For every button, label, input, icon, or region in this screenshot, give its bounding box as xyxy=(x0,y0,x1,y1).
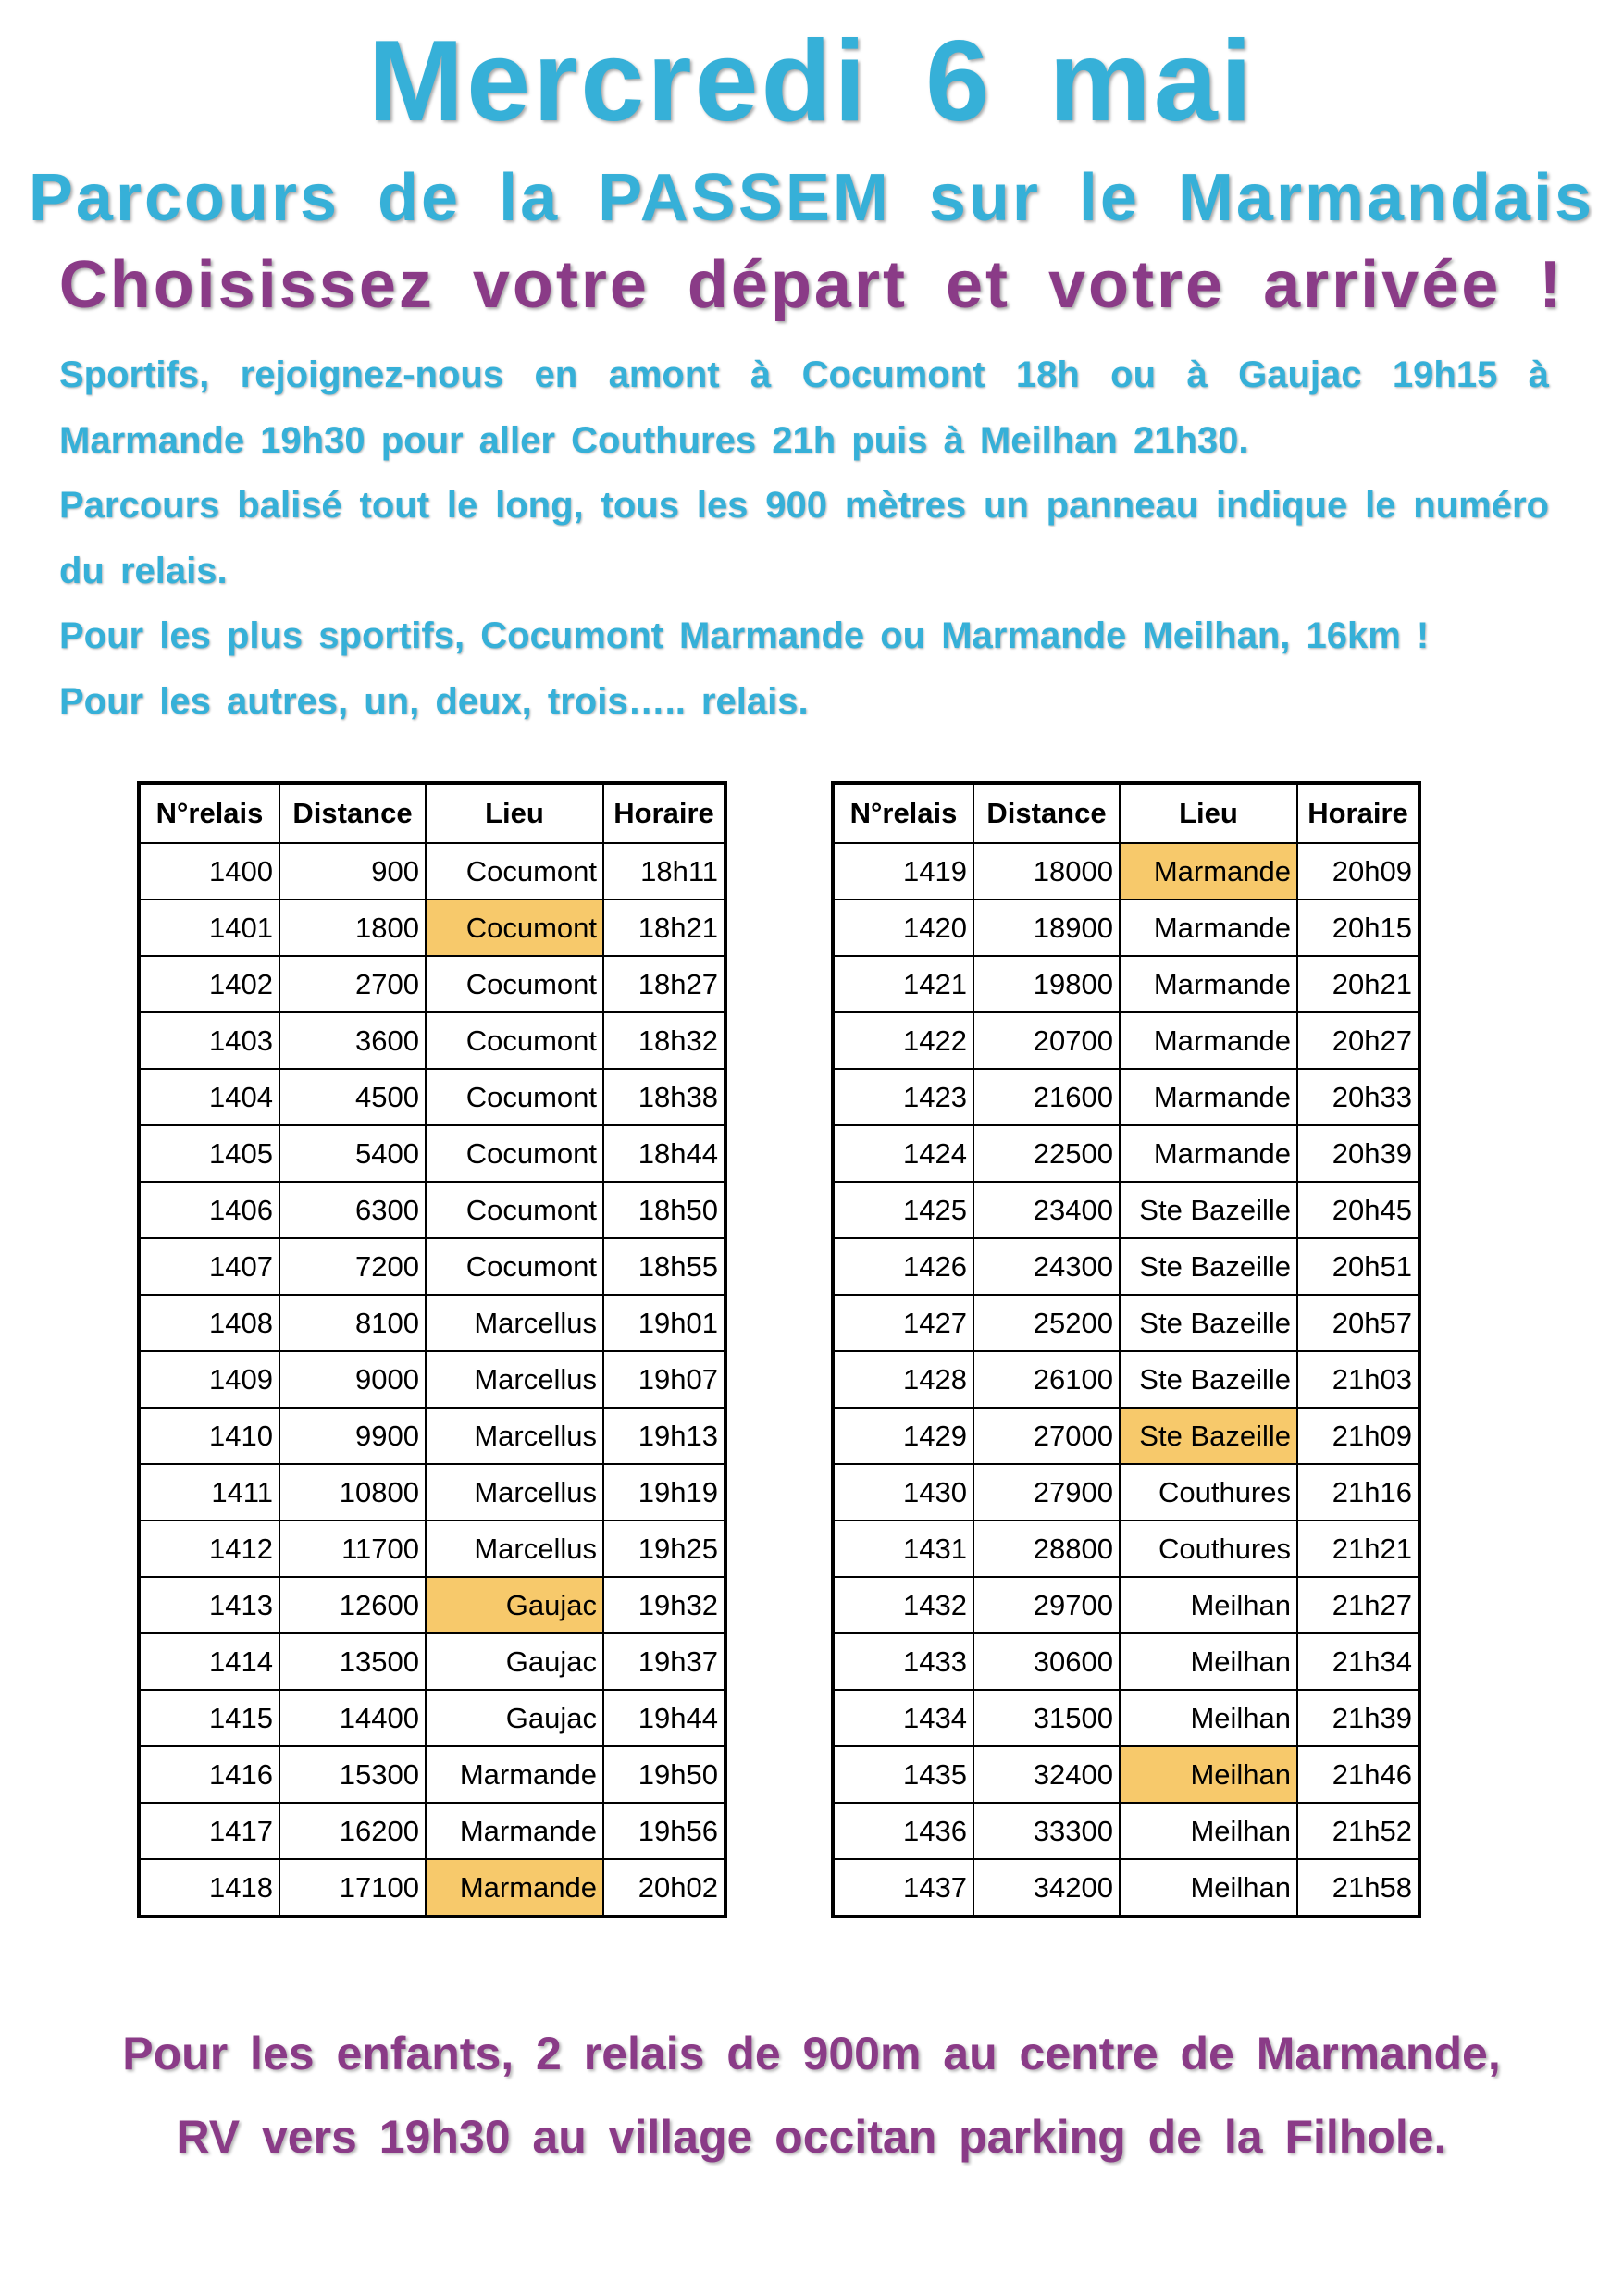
distance-cell: 26100 xyxy=(973,1351,1120,1408)
lieu-cell: Meilhan xyxy=(1120,1633,1297,1690)
table-body xyxy=(833,843,1419,1917)
table-row xyxy=(139,900,725,956)
distance-cell: 2700 xyxy=(279,956,426,1012)
horaire-cell: 21h03 xyxy=(1297,1351,1419,1408)
table-row xyxy=(833,1238,1419,1295)
horaire-cell: 20h45 xyxy=(1297,1182,1419,1238)
relais-number-cell: 1421 xyxy=(833,956,973,1012)
horaire-cell: 21h27 xyxy=(1297,1577,1419,1633)
horaire-cell: 20h15 xyxy=(1297,900,1419,956)
relais-number-cell: 1402 xyxy=(139,956,279,1012)
table-row xyxy=(139,1690,725,1746)
relais-number-cell: 1413 xyxy=(139,1577,279,1633)
distance-cell: 3600 xyxy=(279,1012,426,1069)
footer-line-meeting: RV vers 19h30 au village occitan parking de la Filhole. xyxy=(176,2111,1447,2163)
relais-number-cell: 1430 xyxy=(833,1464,973,1520)
lieu-cell: Ste Bazeille xyxy=(1120,1295,1297,1351)
table-row xyxy=(139,1069,725,1125)
horaire-cell: 19h07 xyxy=(603,1351,725,1408)
lieu-cell: Meilhan xyxy=(1120,1746,1297,1803)
table-row xyxy=(833,956,1419,1012)
distance-cell: 25200 xyxy=(973,1295,1120,1351)
lieu-cell: Marcellus xyxy=(426,1351,603,1408)
relais-number-cell: 1415 xyxy=(139,1690,279,1746)
distance-cell: 12600 xyxy=(279,1577,426,1633)
relais-number-cell: 1401 xyxy=(139,900,279,956)
column-header-horaire: Horaire xyxy=(603,783,725,843)
horaire-cell: 20h09 xyxy=(1297,843,1419,900)
lieu-cell: Marcellus xyxy=(426,1464,603,1520)
relais-number-cell: 1420 xyxy=(833,900,973,956)
relais-number-cell: 1422 xyxy=(833,1012,973,1069)
table-row xyxy=(833,1069,1419,1125)
intro-paragraph: Parcours balisé tout le long, tous les 900 mètres un panneau indique le numéro du relais. xyxy=(59,485,1549,591)
relais-number-cell: 1427 xyxy=(833,1295,973,1351)
distance-cell: 9000 xyxy=(279,1351,426,1408)
table-row xyxy=(833,1012,1419,1069)
intro-paragraph: Pour les autres, un, deux, trois….. relais. xyxy=(59,680,809,722)
table-row xyxy=(139,843,725,900)
lieu-cell: Marmande xyxy=(1120,1069,1297,1125)
intro-text xyxy=(59,342,1549,734)
lieu-cell: Meilhan xyxy=(1120,1577,1297,1633)
table-row xyxy=(833,1746,1419,1803)
relais-number-cell: 1429 xyxy=(833,1408,973,1464)
relais-number-cell: 1417 xyxy=(139,1803,279,1859)
distance-cell: 6300 xyxy=(279,1182,426,1238)
distance-cell: 27900 xyxy=(973,1464,1120,1520)
lieu-cell: Marmande xyxy=(1120,900,1297,956)
lieu-cell: Cocumont xyxy=(426,1069,603,1125)
distance-cell: 10800 xyxy=(279,1464,426,1520)
relais-number-cell: 1412 xyxy=(139,1520,279,1577)
column-header-relais: N°relais xyxy=(833,783,973,843)
lieu-cell: Marcellus xyxy=(426,1295,603,1351)
column-header-distance: Distance xyxy=(279,783,426,843)
distance-cell: 7200 xyxy=(279,1238,426,1295)
table-row xyxy=(139,1182,725,1238)
horaire-cell: 19h37 xyxy=(603,1633,725,1690)
lieu-cell: Marmande xyxy=(426,1746,603,1803)
lieu-cell: Marmande xyxy=(1120,1125,1297,1182)
relais-number-cell: 1436 xyxy=(833,1803,973,1859)
horaire-cell: 18h44 xyxy=(603,1125,725,1182)
intro-paragraph: Sportifs, rejoignez-nous en amont à Cocumont 18h ou à Gaujac 19h15 à Marmande 19h30 pour aller Couthures 21h puis à Meilhan 21h30. xyxy=(59,354,1549,461)
table-row xyxy=(139,1012,725,1069)
table-row xyxy=(139,956,725,1012)
lieu-cell: Cocumont xyxy=(426,1182,603,1238)
table-row xyxy=(833,1408,1419,1464)
relais-number-cell: 1432 xyxy=(833,1577,973,1633)
horaire-cell: 19h19 xyxy=(603,1464,725,1520)
table-header-row xyxy=(833,783,1419,843)
distance-cell: 21600 xyxy=(973,1069,1120,1125)
lieu-cell: Cocumont xyxy=(426,1125,603,1182)
distance-cell: 33300 xyxy=(973,1803,1120,1859)
lieu-cell: Meilhan xyxy=(1120,1803,1297,1859)
relais-number-cell: 1425 xyxy=(833,1182,973,1238)
horaire-cell: 18h50 xyxy=(603,1182,725,1238)
horaire-cell: 20h02 xyxy=(603,1859,725,1917)
lieu-cell: Gaujac xyxy=(426,1577,603,1633)
relais-number-cell: 1433 xyxy=(833,1633,973,1690)
horaire-cell: 21h21 xyxy=(1297,1520,1419,1577)
column-header-lieu: Lieu xyxy=(1120,783,1297,843)
horaire-cell: 21h46 xyxy=(1297,1746,1419,1803)
distance-cell: 23400 xyxy=(973,1182,1120,1238)
horaire-cell: 21h16 xyxy=(1297,1464,1419,1520)
horaire-cell: 19h01 xyxy=(603,1295,725,1351)
relais-number-cell: 1410 xyxy=(139,1408,279,1464)
table-row xyxy=(833,1295,1419,1351)
horaire-cell: 20h27 xyxy=(1297,1012,1419,1069)
horaire-cell: 20h21 xyxy=(1297,956,1419,1012)
distance-cell: 15300 xyxy=(279,1746,426,1803)
table-row xyxy=(139,1125,725,1182)
relais-number-cell: 1406 xyxy=(139,1182,279,1238)
lieu-cell: Marmande xyxy=(426,1859,603,1917)
horaire-cell: 18h21 xyxy=(603,900,725,956)
table-row xyxy=(833,1182,1419,1238)
distance-cell: 11700 xyxy=(279,1520,426,1577)
horaire-cell: 19h13 xyxy=(603,1408,725,1464)
table-row xyxy=(139,1238,725,1295)
distance-cell: 900 xyxy=(279,843,426,900)
horaire-cell: 18h38 xyxy=(603,1069,725,1125)
page-tagline: Choisissez votre départ et votre arrivée ! xyxy=(58,248,1565,322)
intro-paragraph: Pour les plus sportifs, Cocumont Marmande ou Marmande Meilhan, 16km ! xyxy=(59,615,1430,656)
relais-number-cell: 1431 xyxy=(833,1520,973,1577)
distance-cell: 29700 xyxy=(973,1577,1120,1633)
horaire-cell: 18h55 xyxy=(603,1238,725,1295)
distance-cell: 18000 xyxy=(973,843,1120,900)
relais-number-cell: 1435 xyxy=(833,1746,973,1803)
distance-cell: 17100 xyxy=(279,1859,426,1917)
lieu-cell: Gaujac xyxy=(426,1690,603,1746)
table-row xyxy=(833,1859,1419,1917)
relay-table-left xyxy=(137,781,727,1918)
distance-cell: 19800 xyxy=(973,956,1120,1012)
table-row xyxy=(139,1520,725,1577)
lieu-cell: Cocumont xyxy=(426,843,603,900)
distance-cell: 9900 xyxy=(279,1408,426,1464)
lieu-cell: Ste Bazeille xyxy=(1120,1351,1297,1408)
horaire-cell: 21h39 xyxy=(1297,1690,1419,1746)
distance-cell: 27000 xyxy=(973,1408,1120,1464)
relais-number-cell: 1437 xyxy=(833,1859,973,1917)
table-row xyxy=(833,1577,1419,1633)
horaire-cell: 19h32 xyxy=(603,1577,725,1633)
relais-number-cell: 1434 xyxy=(833,1690,973,1746)
horaire-cell: 18h27 xyxy=(603,956,725,1012)
horaire-cell: 21h34 xyxy=(1297,1633,1419,1690)
page-title: Mercredi 6 mai xyxy=(367,18,1256,145)
lieu-cell: Marcellus xyxy=(426,1520,603,1577)
distance-cell: 4500 xyxy=(279,1069,426,1125)
relais-number-cell: 1414 xyxy=(139,1633,279,1690)
horaire-cell: 21h09 xyxy=(1297,1408,1419,1464)
horaire-cell: 20h51 xyxy=(1297,1238,1419,1295)
relais-number-cell: 1411 xyxy=(139,1464,279,1520)
lieu-cell: Couthures xyxy=(1120,1464,1297,1520)
horaire-cell: 18h32 xyxy=(603,1012,725,1069)
lieu-cell: Gaujac xyxy=(426,1633,603,1690)
lieu-cell: Ste Bazeille xyxy=(1120,1408,1297,1464)
horaire-cell: 19h50 xyxy=(603,1746,725,1803)
table-row xyxy=(833,900,1419,956)
relais-number-cell: 1418 xyxy=(139,1859,279,1917)
column-header-relais: N°relais xyxy=(139,783,279,843)
table-row xyxy=(139,1859,725,1917)
column-header-lieu: Lieu xyxy=(426,783,603,843)
page-subtitle: Parcours de la PASSEM sur le Marmandais xyxy=(28,161,1595,235)
table-row xyxy=(139,1803,725,1859)
table-row xyxy=(833,1125,1419,1182)
table-row xyxy=(139,1633,725,1690)
distance-cell: 30600 xyxy=(973,1633,1120,1690)
relais-number-cell: 1405 xyxy=(139,1125,279,1182)
relais-number-cell: 1426 xyxy=(833,1238,973,1295)
relais-number-cell: 1416 xyxy=(139,1746,279,1803)
relay-table-right xyxy=(831,781,1421,1918)
footer-line-children: Pour les enfants, 2 relais de 900m au centre de Marmande, xyxy=(122,2028,1501,2079)
table-row xyxy=(139,1295,725,1351)
lieu-cell: Cocumont xyxy=(426,1012,603,1069)
lieu-cell: Cocumont xyxy=(426,956,603,1012)
distance-cell: 18900 xyxy=(973,900,1120,956)
relais-number-cell: 1424 xyxy=(833,1125,973,1182)
column-header-horaire: Horaire xyxy=(1297,783,1419,843)
lieu-cell: Marmande xyxy=(426,1803,603,1859)
distance-cell: 28800 xyxy=(973,1520,1120,1577)
distance-cell: 16200 xyxy=(279,1803,426,1859)
distance-cell: 20700 xyxy=(973,1012,1120,1069)
distance-cell: 14400 xyxy=(279,1690,426,1746)
horaire-cell: 21h52 xyxy=(1297,1803,1419,1859)
horaire-cell: 19h44 xyxy=(603,1690,725,1746)
table-row xyxy=(139,1464,725,1520)
relais-number-cell: 1419 xyxy=(833,843,973,900)
lieu-cell: Meilhan xyxy=(1120,1690,1297,1746)
lieu-cell: Ste Bazeille xyxy=(1120,1182,1297,1238)
distance-cell: 24300 xyxy=(973,1238,1120,1295)
distance-cell: 13500 xyxy=(279,1633,426,1690)
table-row xyxy=(833,1351,1419,1408)
table-row xyxy=(833,843,1419,900)
relais-number-cell: 1428 xyxy=(833,1351,973,1408)
horaire-cell: 18h11 xyxy=(603,843,725,900)
horaire-cell: 20h33 xyxy=(1297,1069,1419,1125)
relais-number-cell: 1423 xyxy=(833,1069,973,1125)
distance-cell: 8100 xyxy=(279,1295,426,1351)
table-row xyxy=(833,1690,1419,1746)
relais-number-cell: 1407 xyxy=(139,1238,279,1295)
lieu-cell: Marcellus xyxy=(426,1408,603,1464)
relais-number-cell: 1403 xyxy=(139,1012,279,1069)
lieu-cell: Meilhan xyxy=(1120,1859,1297,1917)
table-row xyxy=(139,1351,725,1408)
horaire-cell: 19h25 xyxy=(603,1520,725,1577)
distance-cell: 5400 xyxy=(279,1125,426,1182)
table-row xyxy=(833,1464,1419,1520)
relais-number-cell: 1408 xyxy=(139,1295,279,1351)
table-row xyxy=(139,1577,725,1633)
distance-cell: 1800 xyxy=(279,900,426,956)
lieu-cell: Marmande xyxy=(1120,1012,1297,1069)
lieu-cell: Cocumont xyxy=(426,1238,603,1295)
relais-number-cell: 1400 xyxy=(139,843,279,900)
horaire-cell: 21h58 xyxy=(1297,1859,1419,1917)
column-header-distance: Distance xyxy=(973,783,1120,843)
lieu-cell: Ste Bazeille xyxy=(1120,1238,1297,1295)
table-row xyxy=(139,1408,725,1464)
horaire-cell: 20h57 xyxy=(1297,1295,1419,1351)
table-row xyxy=(833,1633,1419,1690)
distance-cell: 31500 xyxy=(973,1690,1120,1746)
distance-cell: 34200 xyxy=(973,1859,1120,1917)
lieu-cell: Couthures xyxy=(1120,1520,1297,1577)
table-row xyxy=(833,1803,1419,1859)
lieu-cell: Marmande xyxy=(1120,956,1297,1012)
table-header-row xyxy=(139,783,725,843)
lieu-cell: Marmande xyxy=(1120,843,1297,900)
distance-cell: 32400 xyxy=(973,1746,1120,1803)
lieu-cell: Cocumont xyxy=(426,900,603,956)
table-body xyxy=(139,843,725,1917)
relais-number-cell: 1409 xyxy=(139,1351,279,1408)
table-row xyxy=(833,1520,1419,1577)
relais-number-cell: 1404 xyxy=(139,1069,279,1125)
horaire-cell: 19h56 xyxy=(603,1803,725,1859)
table-row xyxy=(139,1746,725,1803)
distance-cell: 22500 xyxy=(973,1125,1120,1182)
horaire-cell: 20h39 xyxy=(1297,1125,1419,1182)
